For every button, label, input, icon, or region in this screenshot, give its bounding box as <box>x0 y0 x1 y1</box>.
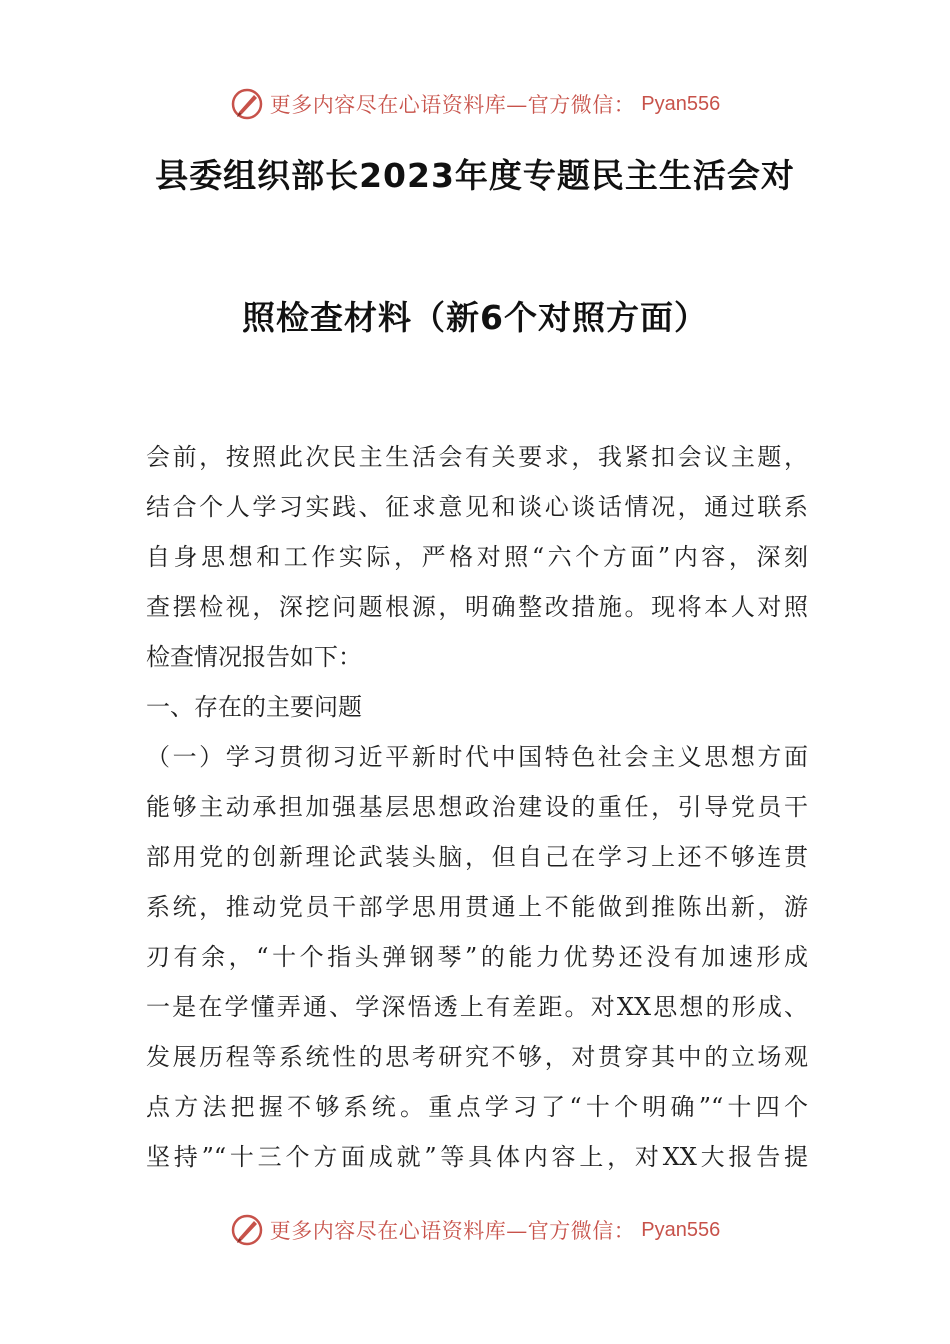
body-line: 结合个人学习实践、征求意见和谈心谈话情况，通过联系 <box>146 493 808 521</box>
quill-logo-icon <box>230 1213 264 1247</box>
document-title-line-2: 照检查材料（新6个对照方面） <box>242 298 708 337</box>
body-line: 自身思想和工作实际，严格对照“六个方面”内容，深刻 <box>146 543 808 571</box>
body-line: 部用党的创新理论武装头脑，但自己在学习上还不够连贯 <box>146 843 808 871</box>
watermark-text: 更多内容尽在心语资料库—官方微信： <box>269 93 636 117</box>
body-line: 系统，推动党员干部学思用贯通上不能做到推陈出新，游 <box>146 893 808 921</box>
watermark-handle: Pyan556 <box>641 92 721 115</box>
watermark-footer <box>0 1208 950 1252</box>
body-line: 点方法把握不够系统。重点学习了“十个明确”“十四个 <box>146 1093 808 1121</box>
body-line: 一是在学懂弄通、学深悟透上有差距。对XX思想的形成、 <box>146 993 808 1021</box>
section-heading: 一、存在的主要问题 <box>146 693 362 721</box>
body-line: 查摆检视，深挖问题根源，明确整改措施。现将本人对照 <box>146 593 808 621</box>
body-line: 会前，按照此次民主生活会有关要求，我紧扣会议主题， <box>146 443 808 471</box>
watermark-handle: Pyan556 <box>641 1218 721 1241</box>
quill-logo-icon <box>230 87 264 121</box>
watermark-text: 更多内容尽在心语资料库—官方微信： <box>269 1219 636 1243</box>
body-line: 发展历程等系统性的思考研究不够，对贯穿其中的立场观 <box>146 1043 808 1071</box>
body-line: 坚持”“十三个方面成就”等具体内容上，对XX大报告提 <box>146 1143 808 1171</box>
body-line: 刃有余，“十个指头弹钢琴”的能力优势还没有加速形成 <box>146 943 808 971</box>
document-body <box>146 432 808 1182</box>
body-line: 检查情况报告如下： <box>146 643 362 671</box>
body-line: 能够主动承担加强基层思想政治建设的重任，引导党员干 <box>146 793 808 821</box>
document-title-line-1: 县委组织部长2023年度专题民主生活会对 <box>155 156 795 195</box>
subsection-heading: （一）学习贯彻习近平新时代中国特色社会主义思想方面 <box>146 743 808 771</box>
watermark-header <box>0 82 950 126</box>
